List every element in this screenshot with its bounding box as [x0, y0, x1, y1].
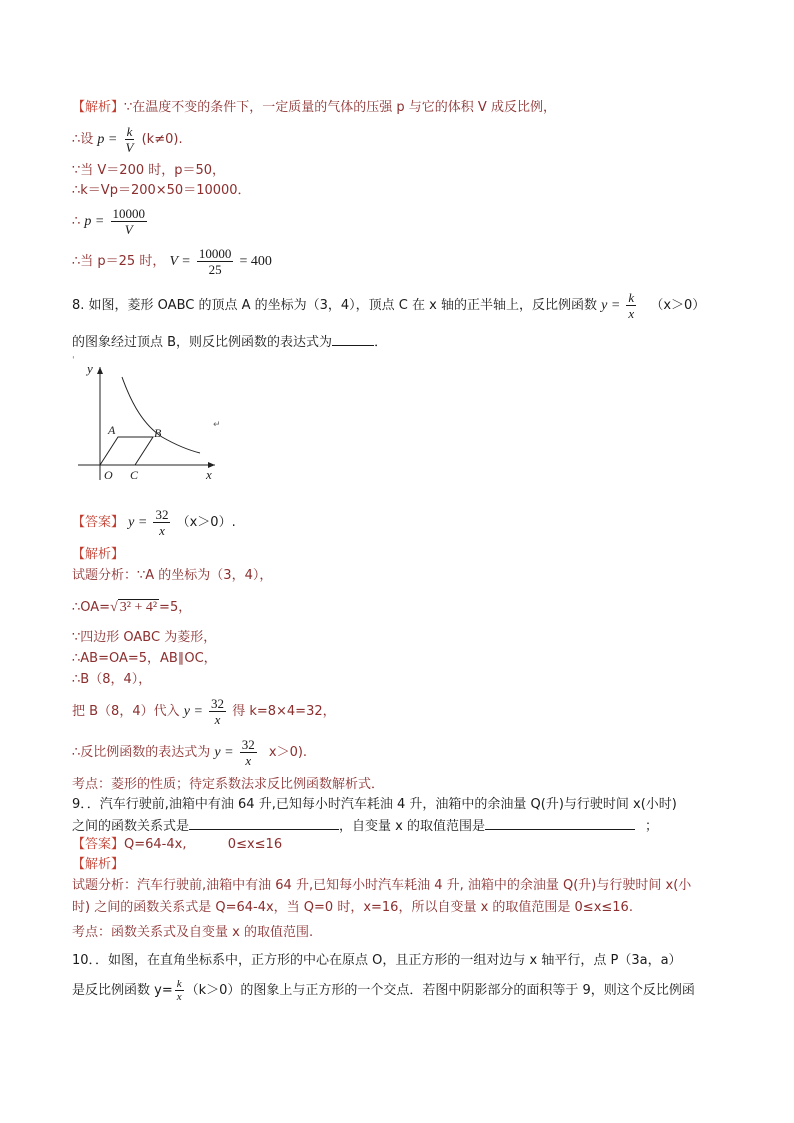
- hyperbola-curve: [122, 377, 200, 453]
- therefore-symbol: ∴: [72, 214, 81, 229]
- return-mark: ↵: [213, 420, 221, 430]
- q8-stem-line2: 的图象经过顶点 B，则反比例函数的表达式为 ．: [72, 331, 387, 353]
- q8-oa-line: ∴OA=√ 3² + 4² =5，: [72, 600, 192, 615]
- q9-analysis-line1: 试题分析：汽车行驶前,油箱中有油 64 升,已知每小时汽车耗油 4 升, 油箱中的余油量 Q(升)与行驶时间 x(小: [72, 878, 692, 893]
- answer-blank[interactable]: [332, 331, 374, 346]
- q8-answer-fraction: $\frac{32}{x}$: [155, 507, 169, 538]
- q7-set-line: [72, 124, 183, 155]
- corner-mark: ˈ: [72, 356, 75, 366]
- q7-set-prefix: ∴设: [72, 132, 94, 147]
- q7-when-fraction: $\frac{10000}{25}$: [198, 246, 232, 277]
- q8-b-coord-line: ∴B（8，4），: [72, 672, 152, 687]
- rhombus-hyperbola-figure: [70, 355, 240, 485]
- q8-stem-fraction: $\frac{k}{x}$: [628, 290, 635, 321]
- q8-sub-line: 把 B（8，4）代入 y = $\frac{32}{x}$ 得 k=8×4=32，: [72, 696, 336, 727]
- analysis-tag: 【解析】: [72, 100, 125, 115]
- q8-kaodian: 考点：菱形的性质；待定系数法求反比例函数解析式．: [72, 777, 385, 792]
- q7-set-fraction: $\frac{k}{V}$: [125, 124, 134, 155]
- q8-analysis-intro: 试题分析：∵A 的坐标为（3，4），: [72, 568, 273, 583]
- q9-analysis-tag: 【解析】: [72, 857, 125, 872]
- x-axis-label: x: [206, 467, 212, 482]
- q7-when-line: ∴当 p＝25 时， V = $\frac{10000}{25}$ = 400: [72, 246, 272, 277]
- y-axis-label: y: [87, 361, 93, 376]
- q10-stem-fraction: $\frac{k}{x}$: [176, 978, 182, 1003]
- y-axis-arrow: [97, 367, 103, 374]
- label-o: O: [104, 468, 113, 482]
- q9-stem-line1: 9．．汽车行驶前,油箱中有油 64 升,已知每小时汽车耗油 4 升，油箱中的余油量 Q(升)与行驶时间 x(小时): [72, 797, 677, 812]
- function-answer-blank[interactable]: [189, 815, 339, 830]
- q7-analysis-text: ∵在温度不变的条件下，一定质量的气体的压强 p 与它的体积 V 成反比例，: [124, 100, 556, 115]
- q9-answer-line: 【答案】Q=64-4x, 0≤x≤16: [72, 837, 283, 852]
- q7-given: ∵当 V＝200 时，p＝50，: [72, 163, 226, 178]
- q8-sub-fraction: $\frac{32}{x}$: [211, 696, 225, 727]
- q8-stem-line1: 8. 如图，菱形 OABC 的顶点 A 的坐标为（3，4），顶点 C 在 x 轴的正半轴上，反比例函数 y = $\frac{k}{x}$ （x＞0）: [72, 290, 706, 321]
- q7-k-calc: ∴k＝Vp＝200×50＝10000．: [72, 183, 251, 198]
- label-b: B: [154, 426, 162, 440]
- q9-kaodian: 考点：函数关系式及自变量 x 的取值范围.: [72, 925, 314, 940]
- q7-set-suffix: (k≠0).: [141, 132, 183, 147]
- label-c: C: [130, 468, 139, 482]
- q8-rhombus-line: ∵四边形 OABC 为菱形，: [72, 630, 217, 645]
- q7-p-fraction: $\frac{10000}{V}$: [112, 206, 146, 237]
- q7-set-lhs: p =: [97, 132, 118, 147]
- q9-stem-line2: 之间的函数关系式是 ，自变量 x 的取值范围是 ；: [72, 815, 658, 837]
- label-a: A: [108, 423, 116, 437]
- q7-p-line: ∴ p = $\frac{10000}{V}$: [72, 206, 146, 237]
- q8-final-fraction: $\frac{32}{x}$: [241, 737, 255, 768]
- q8-analysis-tag: 【解析】: [72, 547, 125, 562]
- q8-answer-line: 【答案】 y = $\frac{32}{x}$ （x＞0）.: [72, 507, 236, 538]
- sqrt-expression: √ 3² + 4²: [110, 600, 158, 615]
- q7-analysis-line: [72, 98, 556, 118]
- q10-stem-line2: 是反比例函数 y= $\frac{k}{x}$ （k＞0）的图象上与正方形的一个交点．若图中阴影部分的面积等于 9，则这个反比例函: [72, 978, 695, 1003]
- q8-final-line: ∴反比例函数的表达式为 y = $\frac{32}{x}$ x＞0).: [72, 737, 308, 768]
- q8-ab-line: ∴AB=OA=5，AB∥OC，: [72, 651, 217, 666]
- q10-stem-line1: 10．．如图，在直角坐标系中，正方形的中心在原点 O，且正方形的一组对边与 x 轴平行，点 P（3a，a）: [72, 953, 682, 968]
- rhombus-oabc: [100, 437, 153, 465]
- q9-analysis-line2: 时) 之间的函数关系式是 Q=64-4x，当 Q=0 时，x=16，所以自变量 x 的取值范围是 0≤x≤16.: [72, 900, 633, 915]
- range-answer-blank[interactable]: [485, 815, 635, 830]
